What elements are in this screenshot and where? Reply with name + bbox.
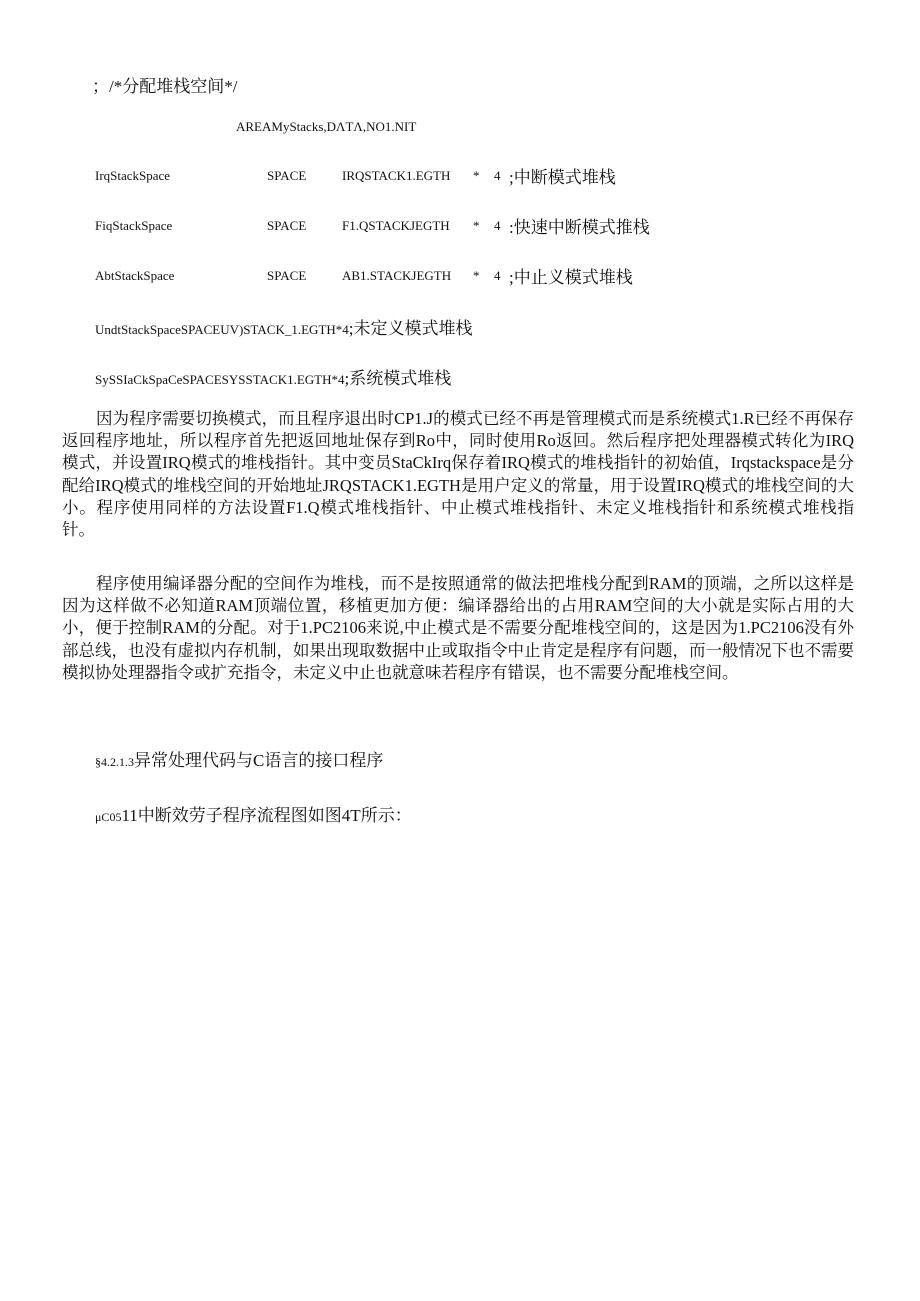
row-operator: * <box>473 168 480 183</box>
row-label: AbtStackSpace <box>95 268 175 283</box>
figure-intro <box>95 801 412 826</box>
row-operator: * <box>473 268 480 283</box>
figure-intro-text: 11中断效劳子程序流程图如图4T所示： <box>121 806 412 825</box>
row-label: IrqStackSpace <box>95 168 171 183</box>
row-expression: IRQSTACK1.EGTH <box>342 168 451 183</box>
undef-code: UndtStackSpaceSPACEUV)STACK_1.EGTH*4 <box>95 322 349 337</box>
section-number: §4.2.1.3 <box>95 755 134 769</box>
area-directive-line: AREAMyStacks,DΛTΛ,NO1.NIT <box>236 119 417 134</box>
paragraph-2: 程序使用编译器分配的空间作为堆栈，而不是按照通常的做法把堆栈分配到RAM的顶端，之所以这样是因为这样做不必知道RAM顶端位置，移植更加方便：编译器给出的占用RAM空间的大小就是实际占用的大小，便于控制RAM的分配。对于1.PC2106来说,中止模式是不需要分配堆栈空间的，这是因为1.PC2106没有外部总线，也没有虚拟内存机制，如果出现取数据中止或取指令中止肯定是程序有问题，而一般情况下也不需要模拟协处理器指令或扩充指令，未定义中止也就意味若程序有错误，也不需要分配堆栈空间。 <box>62 574 854 682</box>
row-comment: ;中断模式堆栈 <box>509 168 616 187</box>
row-operator: * <box>473 218 480 233</box>
sys-code: SySSIaCkSpaCeSPACESYSSTACK1.EGTH*4 <box>95 372 345 387</box>
row-directive: SPACE <box>267 218 307 233</box>
row-number: 4 <box>494 218 501 233</box>
section-title: 异常处理代码与C语言的接口程序 <box>134 751 384 770</box>
row-number: 4 <box>494 168 501 183</box>
sys-comment: ;系统模式堆栈 <box>344 369 452 388</box>
row-number: 4 <box>494 268 501 283</box>
row-comment: :快速中断模式推栈 <box>509 218 650 237</box>
row-directive: SPACE <box>267 168 307 183</box>
section-heading <box>95 746 383 771</box>
undef-comment: ;未定义模式堆栈 <box>348 319 473 338</box>
paragraph-1: 因为程序需要切换模式，而且程序退出时CP1.J的模式已经不再是管理模式而是系统模式1.R已经不再保存返回程序地址，所以程序首先把返回地址保存到Ro中，同时使用Ro返回。然后程序把处理器模式转化为IRQ模式，并设置IRQ模式的堆栈指针。其中变员StaCkIrq保存着IRQ模式的堆栈指针的初始值，Irqstackspace是分配给IRQ模式的堆栈空间的开始地址JRQSTACK1.EGTH是用户定义的常量，用于设置IRQ模式的堆栈空间的大小。程序使用同样的方法设置F1.Q模式堆栈指针、中止模式堆栈指针、未定义堆栈指针和系统模式堆栈指针。 <box>62 409 854 540</box>
row-label: FiqStackSpace <box>95 218 173 233</box>
row-expression: AB1.STACKJEGTH <box>342 268 452 283</box>
undef-stack-line <box>95 314 473 339</box>
row-expression: F1.QSTACKJEGTH <box>342 218 450 233</box>
row-directive: SPACE <box>267 268 307 283</box>
row-comment: ;中止义模式堆栈 <box>509 268 633 287</box>
comment-line: ；/*分配堆栈空间*/ <box>92 77 238 96</box>
figure-intro-prefix: μC05 <box>95 810 122 824</box>
sys-stack-line <box>95 364 451 389</box>
